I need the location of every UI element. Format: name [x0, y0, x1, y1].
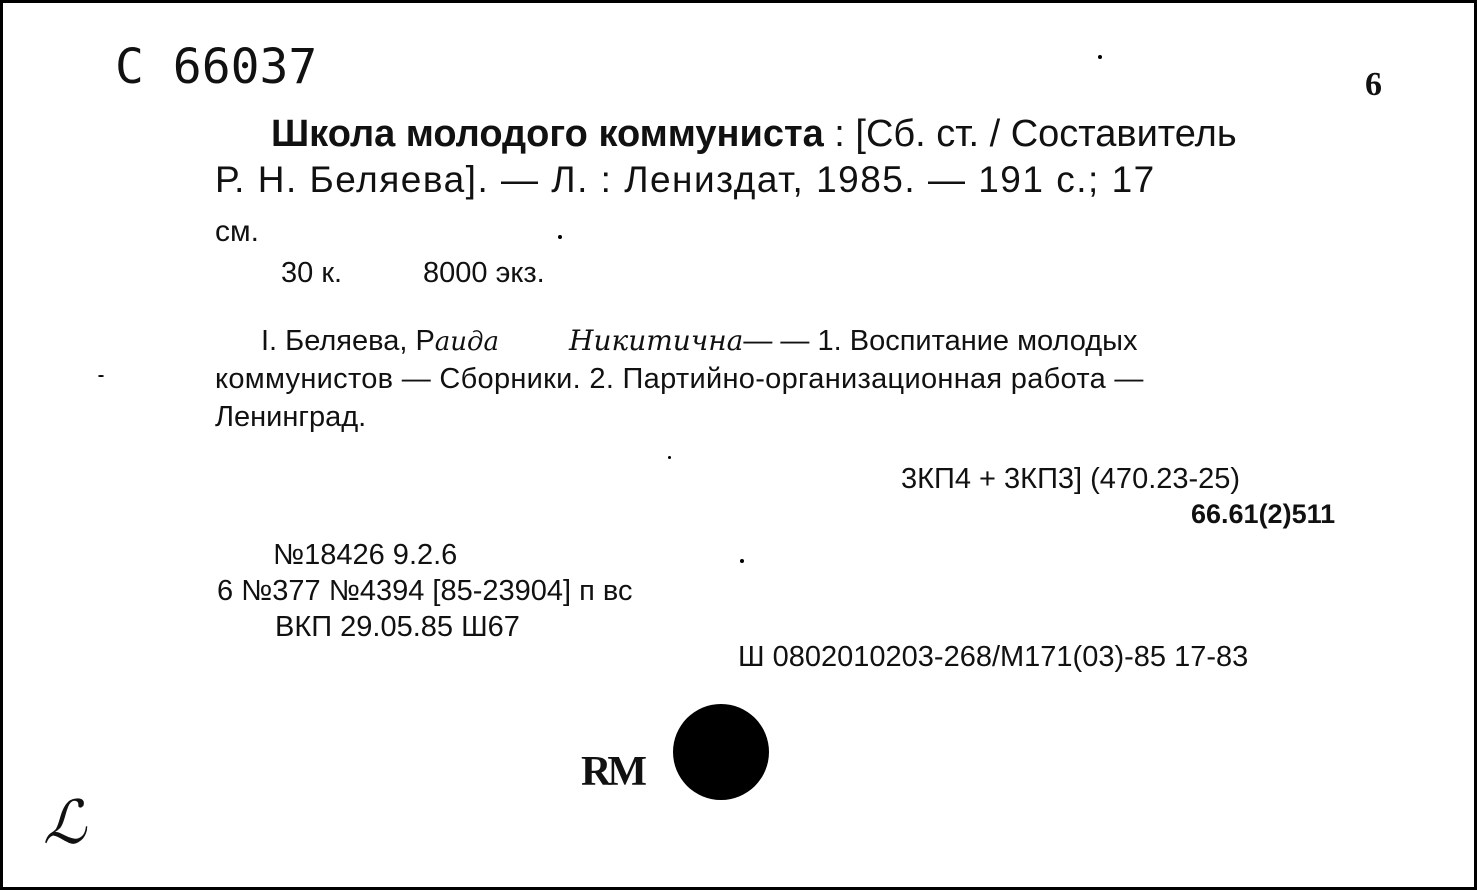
speck — [1098, 55, 1102, 59]
speck — [98, 375, 104, 377]
classification-2: 66.61(2)511 — [1191, 499, 1336, 529]
corner-number: 6 — [1365, 66, 1382, 103]
black-circle-mark — [673, 704, 769, 800]
speck — [668, 456, 671, 459]
title-line — [271, 115, 1237, 153]
record-number-3: ВКП 29.05.85 Ш67 — [275, 611, 520, 643]
handwritten-name-1: аида — [434, 327, 500, 357]
handwritten-mark: ℒ — [43, 788, 87, 858]
copies: 8000 экз. — [423, 257, 545, 289]
price: 30 к. — [281, 257, 343, 289]
tracing-author: I. Беляева, Р — [261, 325, 435, 357]
rm-stamp: RM — [581, 749, 643, 795]
record-number-1: №18426 9.2.6 — [273, 539, 458, 571]
speck — [740, 559, 744, 563]
record-number-2: 6 №377 №4394 [85-23904] п вс — [217, 575, 633, 607]
title-rest: : [Сб. ст. / Составитель — [823, 113, 1237, 155]
classification-1: 3КП4 + 3КП3] (470.23-25) — [901, 463, 1241, 495]
size-line: см. — [215, 215, 259, 248]
call-number: С 66037 — [115, 39, 318, 95]
tracing-line-2: коммунистов — Сборники. 2. Партийно-организационная работа — — [215, 363, 1144, 395]
tracing-line-1 — [261, 324, 1138, 357]
tracing-line-3: Ленинград. — [215, 401, 367, 433]
isbn-line: Ш 0802010203-268/М171(03)-85 17-83 — [738, 641, 1249, 673]
speck — [558, 235, 562, 239]
handwritten-name-2: Никитична — [569, 324, 744, 357]
imprint-line: Р. Н. Беляева]. — Л. : Лениздат, 1985. — 191 с.; 17 — [215, 159, 1156, 200]
tracing-subject-1: — — 1. Воспитание молодых — [743, 325, 1138, 357]
title-bold: Школа молодого коммуниста — [271, 113, 824, 155]
